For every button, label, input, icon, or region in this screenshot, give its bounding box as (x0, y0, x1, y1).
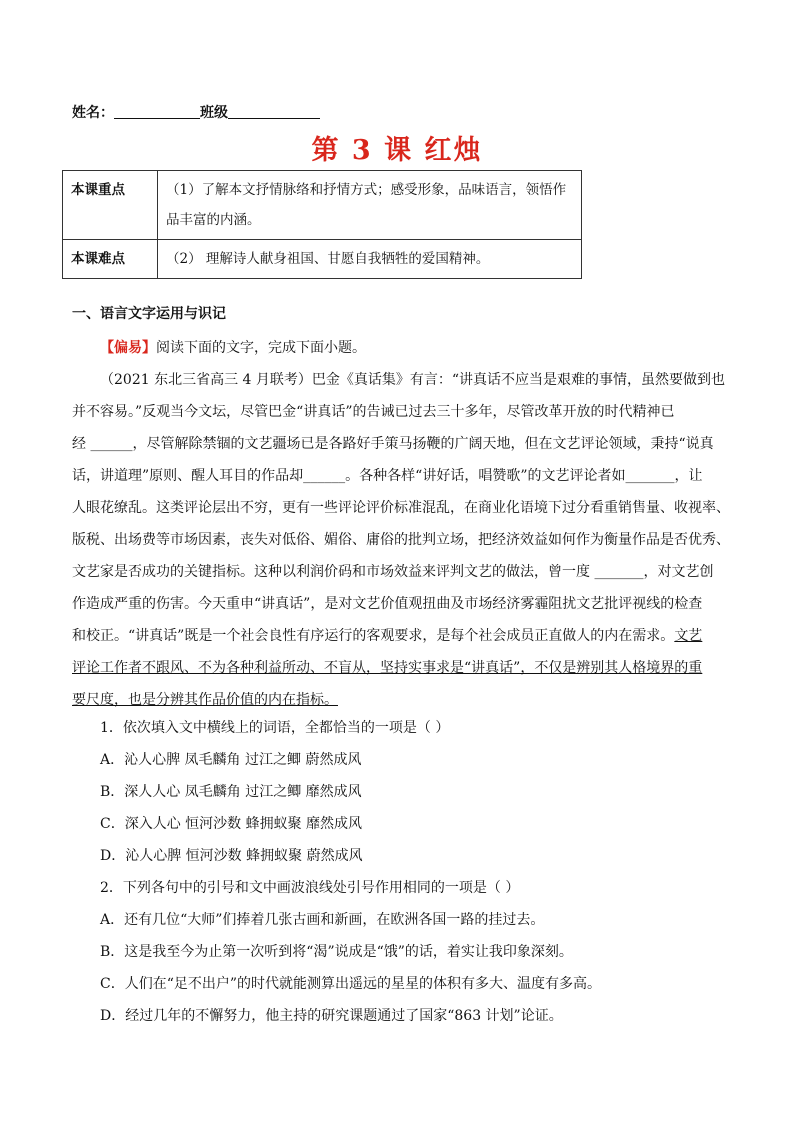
student-info-line (72, 102, 320, 122)
answer-option[interactable]: B．深人人心 凤毛麟角 过江之鲫 靡然成风 (100, 784, 362, 800)
table-row (63, 240, 582, 279)
section-heading: 一、语言文字运用与识记 (72, 306, 226, 322)
answer-option[interactable]: D．沁人心脾 恒河沙数 蜂拥蚁聚 蔚然成风 (100, 848, 363, 864)
answer-option[interactable]: A．还有几位“大师”们捧着几张古画和新画，在欧洲各国一路的挂过去。 (100, 912, 545, 928)
lesson-title: 第 3 课 红烛 (311, 135, 483, 166)
questions-block (100, 712, 740, 1032)
passage-line: 并不容易。”反观当今文坛，尽管巴金“讲真话”的告诫已过去三十多年，尽管改革开放的时代精神已 (72, 404, 675, 420)
objective-difficulty-label: 本课难点 (63, 240, 158, 279)
question-stem: 2．下列各句中的引号和文中画波浪线处引号作用相同的一项是（ ） (100, 880, 520, 896)
passage-line (72, 620, 726, 652)
passage-line-underlined: 要尺度，也是分辨其作品价值的内在指标。 (72, 692, 338, 708)
passage-line: 作造成严重的伤害。今天重申“讲真话”，是对文艺价值观扭曲及市场经济雾霾阻扰文艺批评视线的检查 (72, 596, 703, 612)
answer-option[interactable]: D．经过几年的不懈努力，他主持的研究课题通过了国家“863 计划”论证。 (100, 1008, 563, 1024)
answer-option[interactable]: C．人们在“足不出户”的时代就能测算出遥远的星星的体积有多大、温度有多高。 (100, 976, 602, 992)
answer-option[interactable]: C．深入人心 恒河沙数 蜂拥蚁聚 靡然成风 (100, 816, 363, 832)
passage-instruction (72, 332, 726, 364)
passage-line: 人眼花缭乱。这类评论层出不穷，更有一些评论评价标准混乱，在商业化语境下过分看重销售量、收视率、 (72, 500, 730, 516)
objective-difficulty-text: （2） 理解诗人献身祖国、甘愿自我牺牲的爱国精神。 (158, 240, 582, 279)
answer-option[interactable]: B．这是我至今为止第一次听到将“渴”说成是“饿”的话，着实让我印象深刻。 (100, 944, 573, 960)
name-blank[interactable] (114, 104, 200, 119)
passage-line: 版税、出场费等市场因素，丧失对低俗、媚俗、庸俗的批判立场，把经济效益如何作为衡量作品是否优秀、 (72, 532, 730, 548)
difficulty-tag: 【偏易】 (100, 340, 156, 356)
passage-line: （2021 东北三省高三 4 月联考）巴金《真话集》有言：“讲真话不应当是艰难的事情，虽然要做到也 (100, 372, 726, 388)
class-blank[interactable] (228, 104, 320, 119)
answer-option[interactable]: A．沁人心脾 凤毛麟角 过江之鲫 蔚然成风 (100, 752, 362, 768)
lesson-objectives-table (62, 170, 582, 279)
table-row (63, 171, 582, 240)
objective-key-text (158, 171, 582, 240)
name-label: 姓名： (72, 105, 114, 121)
objective-key-line-1: （1）了解本文抒情脉络和抒情方式；感受形象，品味语言，领悟作 (166, 182, 567, 198)
class-label: 班级 (200, 105, 228, 121)
wavy-underlined-text: 文艺 (674, 628, 703, 644)
passage-text: 和校正。“讲真话”既是一个社会良性有序运行的客观要求，是每个社会成员正直做人的内在需求。 (72, 628, 675, 644)
question-stem: 1．依次填入文中横线上的词语，全都恰当的一项是（ ） (100, 720, 450, 736)
passage-line-underlined: 评论工作者不跟风、不为各种利益所动、不盲从，坚持实事求是“讲真话”，不仅是辨别其人格境界的重 (72, 660, 703, 676)
passage-line: 话，讲道理”原则、醒人耳目的作品却______。各种各样“讲好话，唱赞歌”的文艺评论者如_______，让 (72, 468, 703, 484)
instruction-text: 阅读下面的文字，完成下面小题。 (156, 340, 366, 356)
reading-passage (72, 332, 730, 716)
passage-line: 经 ______，尽管解除禁锢的文艺疆场已是各路好手策马扬鞭的广阔天地，但在文艺评论领域，秉持“说真 (72, 436, 714, 452)
objective-key-line-2: 品丰富的内涵。 (166, 212, 261, 228)
passage-line: 文艺家是否成功的关键指标。这种以利润价码和市场效益来评判文艺的做法，曾一度 _______，对文艺创 (72, 564, 714, 580)
objective-key-label: 本课重点 (63, 171, 158, 240)
